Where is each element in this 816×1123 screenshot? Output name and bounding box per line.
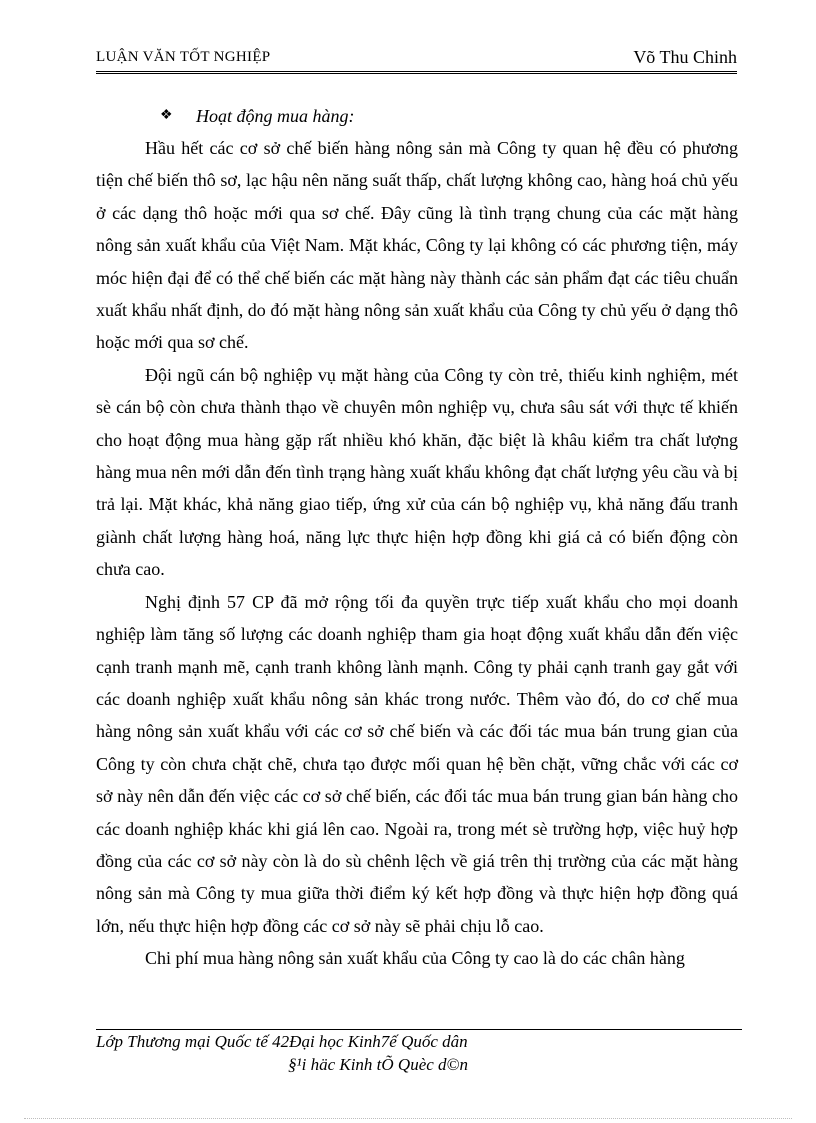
- page-header: [96, 47, 737, 74]
- paragraph-4: Chi phí mua hàng nông sản xuất khẩu của Công ty cao là do các chân hàng: [145, 948, 685, 969]
- footer-class-line: Lớp Thương mại Quốc tế 42Đại học Kinh7ế Quốc dân: [96, 1032, 468, 1051]
- section-heading: [96, 100, 738, 132]
- paragraph-3: Nghị định 57 CP đã mở rộng tối đa quyền trực tiếp xuất khẩu cho mọi doanh nghiệp làm tăng số lượng các doanh nghiệp tham gia hoạt động xuất khẩu dẫn đến việc cạnh tranh mạnh mẽ, cạnh tranh không lành mạnh. Công ty phải cạnh tranh gay gắt với các doanh nghiệp xuất khẩu nông sản khác trong nước. Thêm vào đó, do cơ chế mua hàng nông sản xuất khẩu với các cơ sở chế biến và các đối tác mua bán trung gian của Công ty còn chưa chặt chẽ, chưa tạo được mối quan hệ bền chặt, vững chắc với các cơ sở này nên dẫn đến việc các cơ sở chế biến, các đối tác mua bán trung gian bán hàng cho các doanh nghiệp khác khi giá lên cao. Ngoài ra, trong mét sè trường hợp, việc huỷ hợp đồng của các cơ sở này còn là do sù chênh lệch về giá trên thị trường của các mặt hàng nông sản mà Công ty mua giữa thời điểm ký kết hợp đồng và thực hiện hợp đồng quá lớn, nếu thực hiện hợp đồng các cơ sở này sẽ phải chịu lỗ cao.: [96, 591, 738, 936]
- header-author-name: Võ Thu Chinh: [633, 47, 737, 67]
- diamond-bullet-icon: ❖: [160, 108, 173, 123]
- section-heading-text: Hoạt động mua hàng:: [196, 106, 355, 126]
- footer-divider: [96, 1029, 742, 1030]
- document-body: [96, 100, 738, 975]
- footer-university-line: §¹i häc Kinh tÕ Quèc d©n: [288, 1055, 468, 1074]
- header-thesis-label: LUẬN VĂN TỐT NGHIỆP: [96, 49, 271, 65]
- paragraph-2: Đội ngũ cán bộ nghiệp vụ mặt hàng của Công ty còn trẻ, thiếu kinh nghiệm, mét sè cán bộ còn chưa thành thạo về chuyên môn nghiệp vụ, chưa sâu sát với thực tế khiến cho hoạt động mua hàng gặp rất nhiều khó khăn, đặc biệt là khâu kiểm tra chất lượng hàng mua nên mới dẫn đến tình trạng hàng xuất khẩu không đạt chất lượng yêu cầu và bị trả lại. Mặt khác, khả năng giao tiếp, ứng xử của cán bộ nghiệp vụ, khả năng đấu tranh giành chất lượng hàng hoá, năng lực thực hiện hợp đồng khi giá cả có biến động còn chưa cao.: [96, 364, 738, 580]
- paragraph-1: Hầu hết các cơ sở chế biến hàng nông sản mà Công ty quan hệ đều có phương tiện chế biến thô sơ, lạc hậu nên năng suất thấp, chất lượng không cao, hàng hoá chủ yếu ở các dạng thô hoặc mới qua sơ chế. Đây cũng là tình trạng chung của các mặt hàng nông sản xuất khẩu của Việt Nam. Mặt khác, Công ty lại không có các phương tiện, máy móc hiện đại để có thể chế biến các mặt hàng này thành các sản phẩm đạt các tiêu chuẩn xuất khẩu nhất định, do đó mặt hàng nông sản xuất khẩu của Công ty chủ yếu ở dạng thô hoặc mới qua sơ chế.: [96, 138, 738, 353]
- page-boundary: [24, 1118, 792, 1119]
